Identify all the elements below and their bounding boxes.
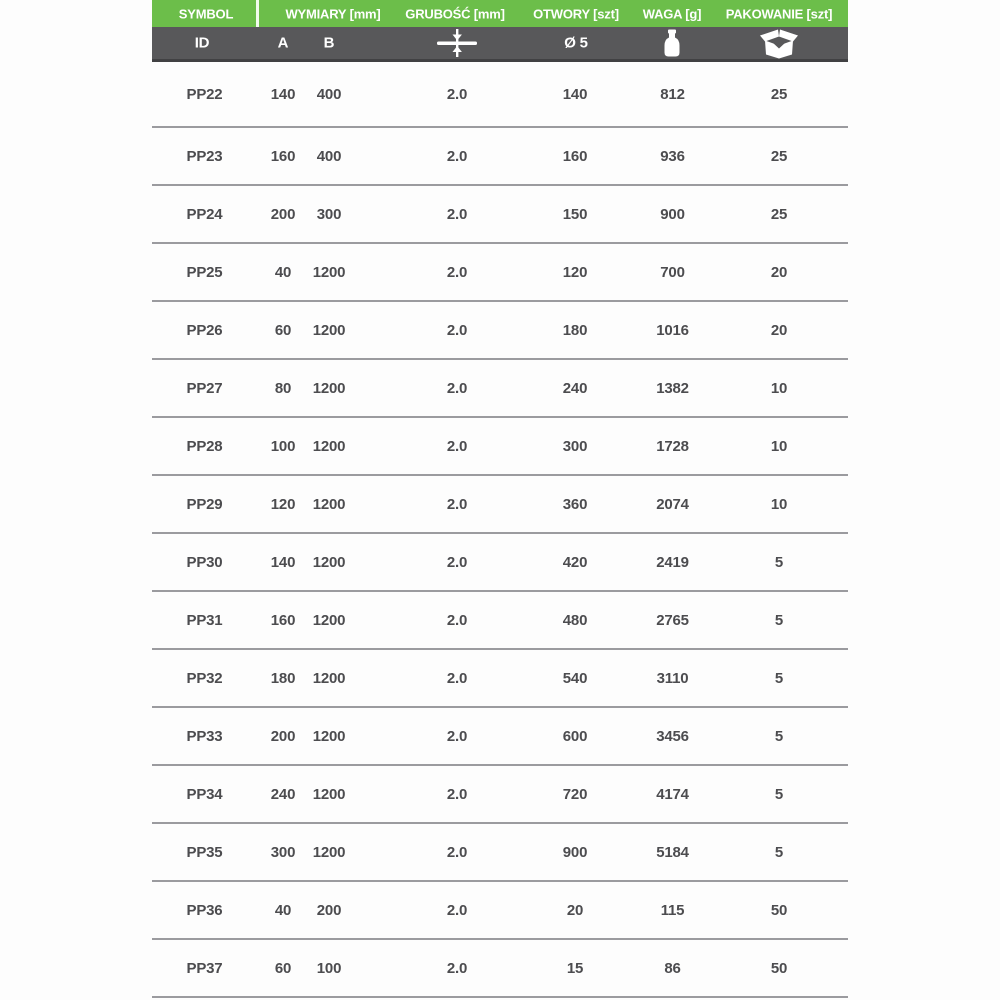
cell-waga: 86: [664, 959, 681, 977]
cell-pakowanie: 25: [770, 85, 788, 103]
cell-waga: 900: [660, 205, 685, 223]
cell-waga: 5184: [656, 843, 689, 861]
cell-grubosc: 2.0: [446, 85, 468, 103]
cell-grubosc: 2.0: [446, 959, 468, 977]
cell-b: 1200: [312, 611, 346, 629]
cell-symbol: PP36: [186, 901, 223, 919]
cell-symbol: PP22: [186, 85, 223, 103]
cell-b: 1200: [312, 379, 346, 397]
cell-grubosc: 2.0: [446, 379, 468, 397]
table-row: [152, 476, 848, 534]
cell-waga: 115: [660, 901, 685, 919]
cell-pakowanie: 10: [770, 495, 788, 513]
cell-grubosc: 2.0: [446, 785, 468, 803]
cell-grubosc: 2.0: [446, 553, 468, 571]
cell-waga: 1016: [656, 321, 689, 339]
table-row: [152, 302, 848, 360]
table-row: [152, 766, 848, 824]
cell-otwory: 15: [566, 959, 584, 977]
cell-otwory: 600: [562, 727, 588, 745]
table-row: [152, 186, 848, 244]
cell-a: 100: [270, 437, 296, 455]
cell-pakowanie: 50: [770, 959, 788, 977]
cell-waga: 2074: [656, 495, 689, 513]
cell-grubosc: 2.0: [446, 437, 468, 455]
cell-pakowanie: 20: [770, 263, 788, 281]
table-row: [152, 418, 848, 476]
product-spec-table: [152, 0, 848, 998]
table-row: [152, 534, 848, 592]
cell-waga: 2419: [656, 553, 689, 571]
cell-a: 80: [274, 379, 292, 397]
cell-b: 1200: [312, 553, 346, 571]
cell-grubosc: 2.0: [446, 669, 468, 687]
cell-b: 1200: [312, 785, 346, 803]
cell-b: 1200: [312, 437, 346, 455]
subheader-diameter-label: Ø 5: [564, 34, 588, 52]
table-row: [152, 882, 848, 940]
cell-a: 200: [270, 727, 296, 745]
cell-otwory: 160: [562, 147, 588, 165]
cell-waga: 1382: [656, 379, 689, 397]
cell-waga: 812: [660, 85, 685, 103]
cell-pakowanie: 50: [770, 901, 788, 919]
cell-a: 60: [274, 959, 292, 977]
cell-pakowanie: 10: [770, 379, 788, 397]
subheader-a-label: A: [277, 34, 289, 52]
subheader-b-label: B: [323, 34, 335, 52]
cell-a: 180: [270, 669, 296, 687]
cell-waga: 700: [660, 263, 685, 281]
thickness-arrows-icon: [435, 29, 479, 57]
header-pakowanie: PAKOWANIE [szt]: [725, 6, 833, 21]
cell-waga: 4174: [656, 785, 689, 803]
cell-symbol: PP26: [186, 321, 223, 339]
cell-pakowanie: 5: [774, 669, 784, 687]
cell-symbol: PP29: [186, 495, 223, 513]
table-row: [152, 128, 848, 186]
cell-symbol: PP27: [186, 379, 223, 397]
subheader-id-label: ID: [194, 34, 210, 52]
cell-b: 1200: [312, 727, 346, 745]
cell-symbol: PP24: [186, 205, 223, 223]
header-wymiary: WYMIARY [mm]: [285, 6, 381, 21]
cell-pakowanie: 10: [770, 437, 788, 455]
cell-pakowanie: 5: [774, 843, 784, 861]
cell-pakowanie: 5: [774, 611, 784, 629]
cell-b: 400: [316, 85, 342, 103]
weight-icon: [661, 30, 683, 57]
table-row: [152, 62, 848, 128]
cell-symbol: PP35: [186, 843, 223, 861]
cell-waga: 3456: [656, 727, 689, 745]
cell-waga: 936: [660, 147, 685, 165]
cell-symbol: PP34: [186, 785, 223, 803]
table-row: [152, 244, 848, 302]
cell-pakowanie: 5: [774, 785, 784, 803]
header-otwory: OTWORY [szt]: [533, 6, 619, 21]
cell-b: 1200: [312, 843, 346, 861]
table-row: [152, 360, 848, 418]
cell-symbol: PP28: [186, 437, 223, 455]
cell-a: 140: [270, 85, 296, 103]
cell-a: 40: [274, 263, 292, 281]
cell-otwory: 240: [562, 379, 588, 397]
cell-grubosc: 2.0: [446, 901, 468, 919]
cell-grubosc: 2.0: [446, 727, 468, 745]
cell-b: 200: [316, 901, 342, 919]
cell-b: 1200: [312, 321, 346, 339]
header-grubosc: GRUBOŚĆ [mm]: [405, 6, 505, 21]
table-row: [152, 592, 848, 650]
cell-otwory: 120: [562, 263, 588, 281]
cell-grubosc: 2.0: [446, 205, 468, 223]
cell-pakowanie: 25: [770, 205, 788, 223]
cell-pakowanie: 25: [770, 147, 788, 165]
table-row: [152, 824, 848, 882]
cell-symbol: PP37: [186, 959, 223, 977]
cell-a: 140: [270, 553, 296, 571]
cell-grubosc: 2.0: [446, 611, 468, 629]
cell-b: 1200: [312, 495, 346, 513]
cell-otwory: 720: [562, 785, 588, 803]
cell-symbol: PP23: [186, 147, 223, 165]
cell-otwory: 360: [562, 495, 588, 513]
cell-a: 240: [270, 785, 296, 803]
cell-b: 400: [316, 147, 342, 165]
header-waga: WAGA [g]: [642, 6, 702, 21]
cell-waga: 3110: [656, 669, 689, 687]
cell-otwory: 900: [562, 843, 588, 861]
table-rows: [152, 62, 848, 998]
cell-pakowanie: 5: [774, 727, 784, 745]
cell-b: 100: [316, 959, 342, 977]
cell-otwory: 480: [562, 611, 588, 629]
cell-symbol: PP31: [186, 611, 223, 629]
cell-b: 300: [316, 205, 342, 223]
cell-a: 300: [270, 843, 296, 861]
cell-symbol: PP25: [186, 263, 223, 281]
cell-otwory: 150: [562, 205, 588, 223]
cell-symbol: PP33: [186, 727, 223, 745]
header-divider: [256, 0, 259, 27]
table-header-groups: [152, 0, 848, 27]
table-subheader: [152, 27, 848, 62]
cell-otwory: 20: [566, 901, 584, 919]
table-row: [152, 708, 848, 766]
cell-grubosc: 2.0: [446, 263, 468, 281]
cell-a: 160: [270, 611, 296, 629]
cell-symbol: PP32: [186, 669, 223, 687]
cell-a: 120: [270, 495, 296, 513]
cell-symbol: PP30: [186, 553, 223, 571]
cell-b: 1200: [312, 669, 346, 687]
header-symbol: SYMBOL: [178, 6, 234, 21]
cell-b: 1200: [312, 263, 346, 281]
cell-otwory: 420: [562, 553, 588, 571]
cell-pakowanie: 20: [770, 321, 788, 339]
cell-grubosc: 2.0: [446, 495, 468, 513]
cell-waga: 2765: [656, 611, 689, 629]
cell-a: 60: [274, 321, 292, 339]
cell-otwory: 140: [562, 85, 588, 103]
cell-a: 160: [270, 147, 296, 165]
cell-a: 200: [270, 205, 296, 223]
cell-otwory: 540: [562, 669, 588, 687]
open-box-icon: [758, 28, 800, 59]
cell-grubosc: 2.0: [446, 321, 468, 339]
cell-grubosc: 2.0: [446, 843, 468, 861]
table-row: [152, 940, 848, 998]
table-row: [152, 650, 848, 708]
cell-pakowanie: 5: [774, 553, 784, 571]
cell-grubosc: 2.0: [446, 147, 468, 165]
cell-a: 40: [274, 901, 292, 919]
cell-otwory: 180: [562, 321, 588, 339]
cell-otwory: 300: [562, 437, 588, 455]
cell-waga: 1728: [656, 437, 689, 455]
